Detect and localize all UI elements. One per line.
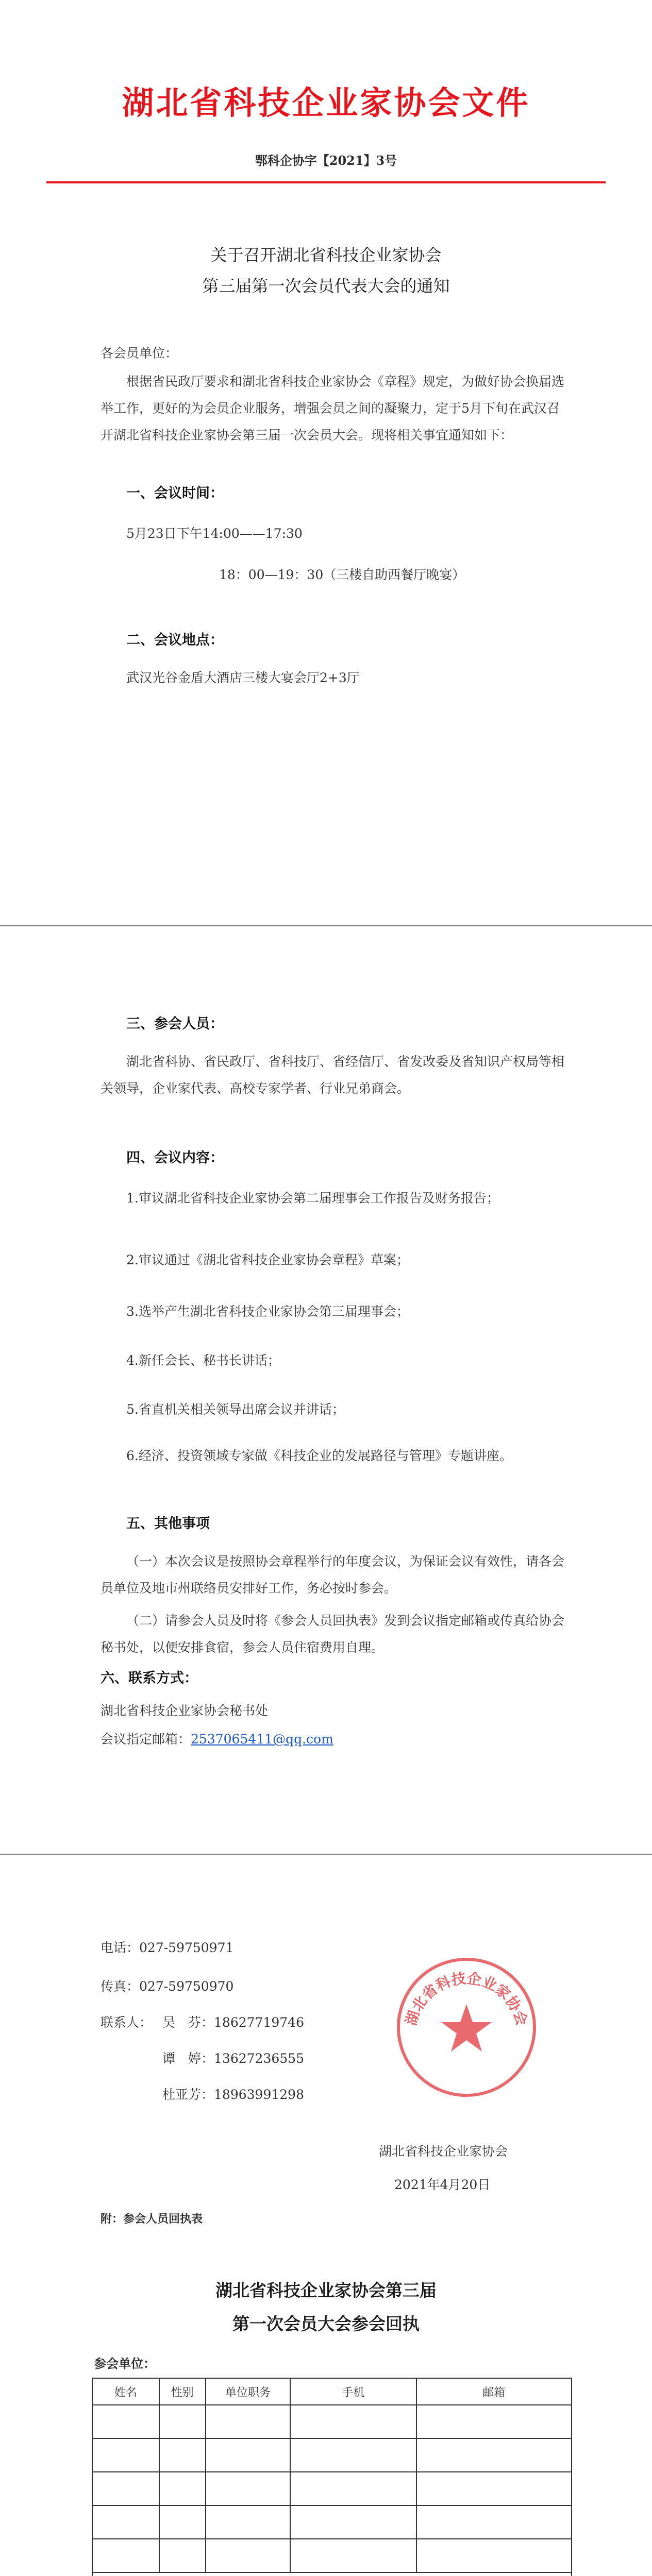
column-header: 性别 — [159, 2378, 206, 2405]
fax-line: 传真：027-59750970 — [101, 1979, 234, 1994]
notice-title-line1: 关于召开湖北省科技企业家协会 — [210, 245, 442, 265]
contact-person-row — [162, 2009, 304, 2036]
input-cell[interactable] — [206, 2438, 291, 2472]
table-row — [92, 2539, 572, 2572]
section2-heading: 二、会议地点： — [126, 632, 224, 648]
table-row — [92, 2472, 572, 2505]
contact-person-phone: 18627719746 — [214, 2015, 304, 2030]
input-cell[interactable] — [290, 2438, 416, 2472]
input-cell[interactable] — [416, 2405, 572, 2438]
contact-person-name: 杜亚芳： — [162, 2087, 214, 2102]
attachment-note: 附：参会人员回执表 — [101, 2212, 203, 2226]
input-cell[interactable] — [159, 2405, 206, 2438]
official-seal-stamp — [392, 1953, 541, 2102]
contact-person-phone: 18963991298 — [214, 2087, 304, 2102]
section1-heading: 一、会议时间： — [126, 485, 224, 501]
document-number: 鄂科企协字【2021】3号 — [255, 153, 397, 168]
meeting-time-line2: 18：00—19：30（三楼自助西餐厅晚宴） — [219, 567, 465, 582]
input-cell[interactable] — [92, 2505, 159, 2539]
agenda-item: 2.审议通过《湖北省科技企业家协会章程》草案； — [126, 1252, 409, 1267]
agenda-item: 3.选举产生湖北省科技企业家协会第三届理事会； — [126, 1304, 409, 1319]
input-cell[interactable] — [290, 2472, 416, 2505]
phone-line: 电话：027-59750971 — [101, 1940, 234, 1955]
agenda-item: 6.经济、投资领域专家做《科技企业的发展路径与管理》专题讲座。 — [126, 1448, 512, 1463]
email-link[interactable]: 2537065411@qq.com — [191, 1732, 333, 1747]
section3-heading: 三、参会人员： — [126, 1016, 224, 1032]
page-divider — [0, 1854, 652, 1855]
column-header: 姓名 — [92, 2378, 159, 2405]
meeting-time-line1: 5月23日下午14:00——17:30 — [126, 526, 303, 541]
document-header-title: 湖北省科技企业家协会文件 — [122, 84, 530, 122]
column-header: 单位职务 — [206, 2378, 291, 2405]
agenda-item: 1.审议湖北省科技企业家协会第二届理事会工作报告及财务报告； — [126, 1191, 499, 1206]
contact-person-phone: 13627236555 — [214, 2051, 304, 2066]
reply-unit-label: 参会单位： — [94, 2356, 156, 2371]
input-cell[interactable] — [416, 2472, 572, 2505]
meeting-location: 武汉光谷金盾大酒店三楼大宴会厅2+3厅 — [126, 670, 360, 685]
agenda-item: 5.省直机关相关领导出席会议并讲话； — [126, 1402, 345, 1417]
input-cell[interactable] — [206, 2472, 291, 2505]
section4-heading: 四、会议内容： — [126, 1150, 224, 1166]
input-cell[interactable] — [159, 2438, 206, 2472]
input-cell[interactable] — [206, 2505, 291, 2539]
signature-date: 2021年4月20日 — [394, 2177, 491, 2192]
input-cell[interactable] — [206, 2405, 291, 2438]
input-cell[interactable] — [92, 2539, 159, 2572]
input-cell[interactable] — [92, 2438, 159, 2472]
contact-person-name: 谭 婷： — [162, 2051, 214, 2066]
input-cell[interactable] — [416, 2505, 572, 2539]
input-cell[interactable] — [416, 2438, 572, 2472]
input-cell[interactable] — [416, 2539, 572, 2572]
contact-person-row — [162, 2081, 304, 2108]
input-cell[interactable] — [92, 2472, 159, 2505]
salutation: 各会员单位： — [101, 346, 178, 361]
reply-table — [92, 2378, 572, 2576]
input-cell[interactable] — [290, 2405, 416, 2438]
contact-person-row — [162, 2045, 304, 2072]
contact-org: 湖北省科技企业家协会秘书处 — [101, 1703, 269, 1718]
input-cell[interactable] — [159, 2472, 206, 2505]
reply-form-title-line1: 湖北省科技企业家协会第三届 — [215, 2280, 437, 2300]
column-header: 手机 — [290, 2378, 416, 2405]
email-label: 会议指定邮箱： — [101, 1732, 191, 1747]
section6-heading: 六、联系方式： — [101, 1670, 198, 1686]
page-divider — [0, 925, 652, 926]
other-item-1: （一）本次会议是按照协会章程举行的年度会议，为保证会议有效性，请各会员单位及地市州联络员安排好工作，务必按时参会。 — [101, 1554, 565, 1596]
section5-heading: 五、其他事项 — [126, 1516, 210, 1532]
table-row — [92, 2405, 572, 2438]
other-item-2: （二）请参会人员及时将《参会人员回执表》发到会议指定邮箱或传真给协会秘书处，以便安排食宿，参会人员住宿费用自理。 — [101, 1613, 565, 1655]
reply-form-title-line2: 第一次会员大会参会回执 — [232, 2314, 420, 2334]
input-cell[interactable] — [159, 2539, 206, 2572]
table-row — [92, 2438, 572, 2472]
agenda-item: 4.新任会长、秘书长讲话； — [126, 1353, 280, 1368]
contact-people-label: 联系人： — [101, 2015, 153, 2030]
intro-paragraph: 根据省民政厅要求和湖北省科技企业家协会《章程》规定，为做好协会换届选举工作，更好的为会员企业服务，增强会员之间的凝聚力，定于5月下旬在武汉召开湖北省科技企业家协会第三届一次会员大会。现将相关事宜通知如下： — [101, 374, 565, 443]
lodging-cell — [92, 2572, 572, 2576]
contact-person-name: 吴 芬： — [162, 2015, 214, 2030]
input-cell[interactable] — [159, 2505, 206, 2539]
lodging-row — [92, 2572, 572, 2576]
header-red-rule — [46, 181, 606, 183]
input-cell[interactable] — [290, 2505, 416, 2539]
attendees-paragraph: 湖北省科协、省民政厅、省科技厅、省经信厅、省发改委及省知识产权局等相关领导，企业家代表、高校专家学者、行业兄弟商会。 — [101, 1054, 565, 1096]
email-row — [101, 1726, 333, 1753]
notice-title-line2: 第三届第一次会员代表大会的通知 — [202, 276, 450, 296]
column-header: 邮箱 — [416, 2378, 572, 2405]
signature-org: 湖北省科技企业家协会 — [379, 2144, 508, 2159]
input-cell[interactable] — [290, 2539, 416, 2572]
table-row — [92, 2505, 572, 2539]
input-cell[interactable] — [92, 2405, 159, 2438]
svg-text:湖北省科技企业家协会: 湖北省科技企业家协会 — [402, 1970, 531, 2028]
input-cell[interactable] — [206, 2539, 291, 2572]
